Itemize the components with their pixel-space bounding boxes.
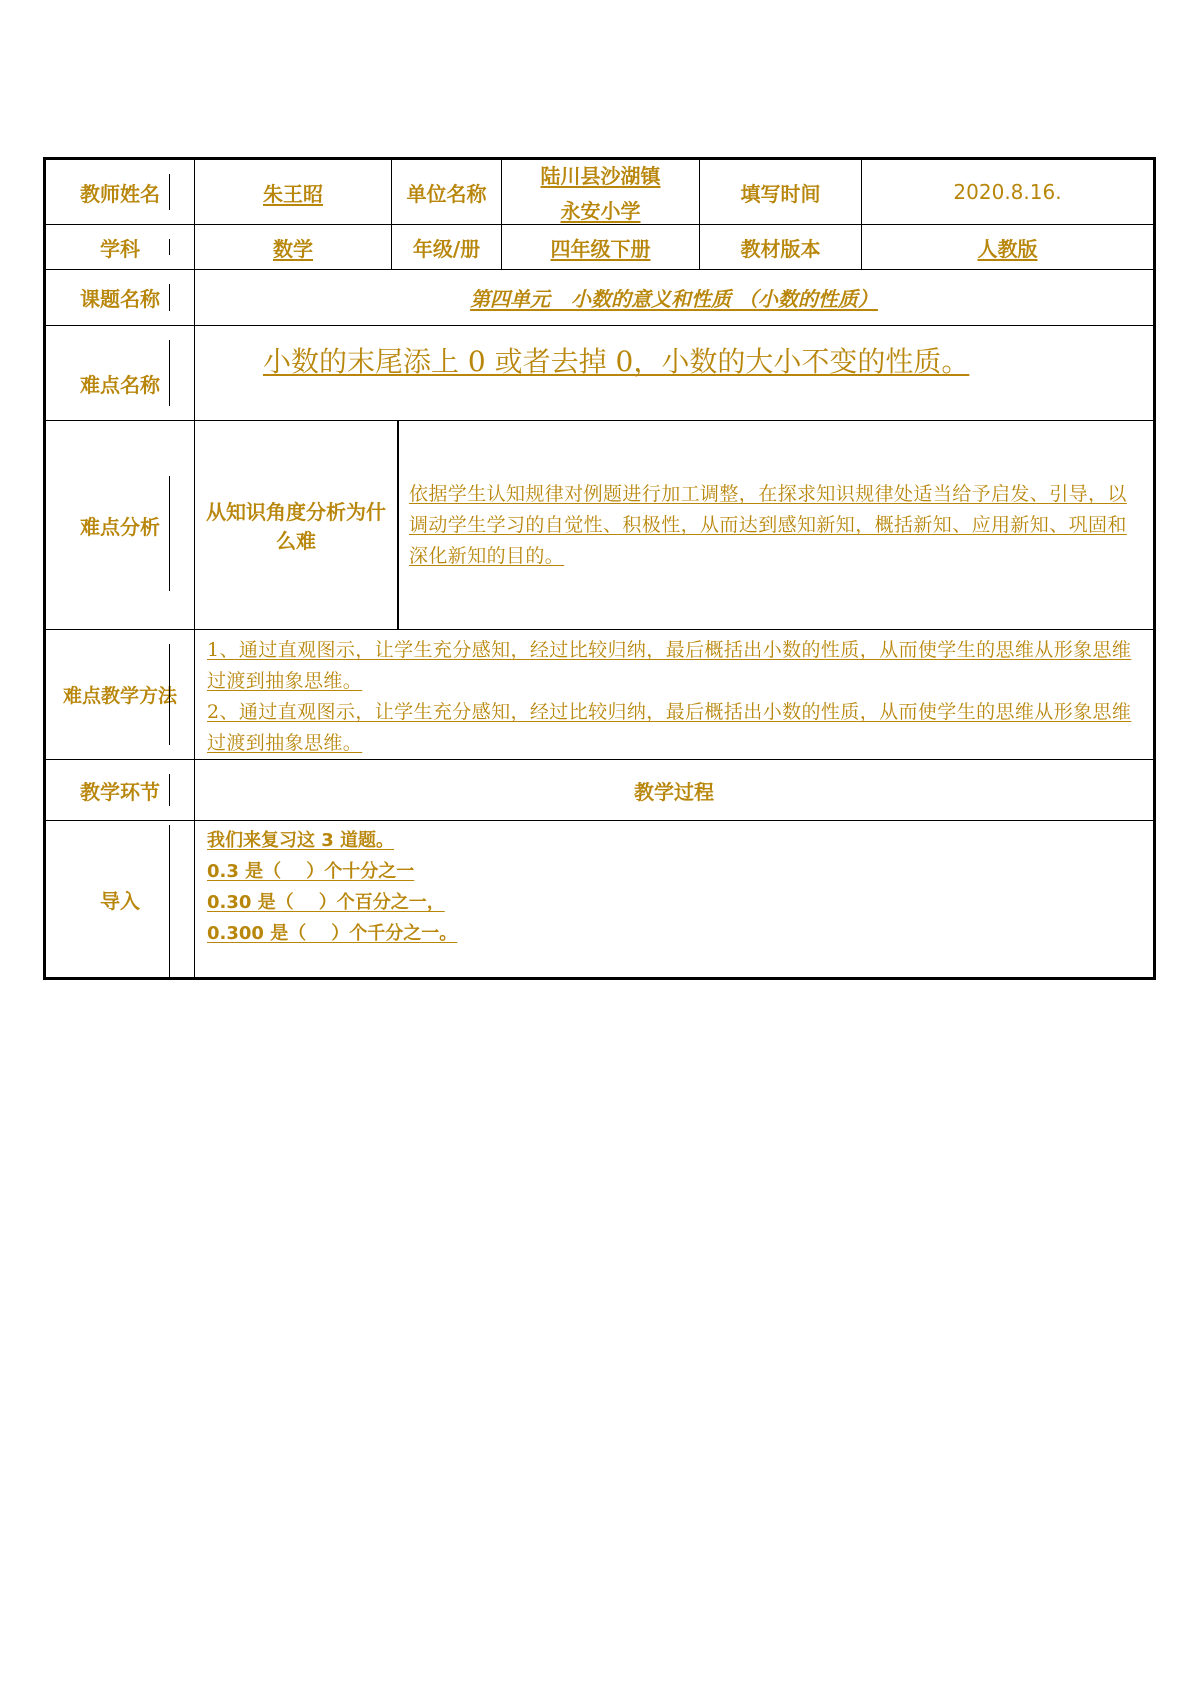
stage-label-cell <box>45 760 195 821</box>
row-topic <box>45 270 1155 326</box>
subject-label: 学科 <box>100 236 140 261</box>
subject-value: 数学 <box>273 236 313 261</box>
teacher-label: 教师姓名 <box>80 181 160 206</box>
subject-label-cell <box>45 225 195 270</box>
intro-label-cell <box>45 821 195 979</box>
analysis-sub-label-cell <box>195 421 398 629</box>
difficulty-value: 小数的末尾添上 0 或者去掉 0，小数的大小不变的性质。 <box>263 345 970 378</box>
topic-value: 第四单元 小数的意义和性质 （小数的性质） <box>470 287 878 311</box>
method-text-cell <box>195 630 1155 760</box>
unit-value-cell <box>502 159 700 225</box>
unit-value-line2: 永安小学 <box>560 199 641 223</box>
method-line-2: 2、通过直观图示，让学生充分感知，经过比较归纳，最后概括出小数的性质，从而使学生的思维从形象思维过渡到抽象思维。 <box>207 701 1132 754</box>
unit-label: 单位名称 <box>406 181 487 206</box>
intro-label: 导入 <box>100 888 140 913</box>
row-process-header <box>45 760 1155 821</box>
analysis-content-cell <box>195 421 1155 630</box>
date-value: 2020.8.16. <box>953 180 1062 204</box>
cell-divider <box>169 476 170 591</box>
difficulty-label-cell <box>45 326 195 421</box>
grade-label: 年级/册 <box>412 236 481 261</box>
edition-value: 人教版 <box>977 236 1038 261</box>
teacher-value-cell <box>195 159 392 225</box>
intro-line-4: 0.300 是（ ）个千分之一。 <box>207 923 458 944</box>
analysis-inner <box>195 421 1153 629</box>
subject-value-cell <box>195 225 392 270</box>
edition-label: 教材版本 <box>740 236 821 261</box>
analysis-text-cell <box>398 421 1153 629</box>
intro-line-1: 我们来复习这 3 道题。 <box>207 830 395 851</box>
difficulty-label: 难点名称 <box>80 372 160 397</box>
topic-value-cell <box>195 270 1155 326</box>
row-method <box>45 630 1155 760</box>
topic-label: 课题名称 <box>80 287 160 311</box>
process-title-cell <box>195 760 1155 821</box>
date-value-cell <box>862 159 1155 225</box>
cell-divider <box>169 239 170 255</box>
cell-divider <box>169 825 170 977</box>
teacher-label-cell <box>45 159 195 225</box>
cell-divider <box>169 284 170 311</box>
row-intro <box>45 821 1155 979</box>
method-label: 难点教学方法 <box>62 685 177 707</box>
edition-label-cell <box>700 225 862 270</box>
cell-divider <box>169 340 170 406</box>
topic-label-cell <box>45 270 195 326</box>
cell-divider <box>169 774 170 806</box>
row-analysis <box>45 421 1155 630</box>
analysis-label: 难点分析 <box>80 514 160 539</box>
method-line-1: 1、通过直观图示，让学生充分感知，经过比较归纳，最后概括出小数的性质，从而使学生的思维从形象思维过渡到抽象思维。 <box>207 639 1132 692</box>
date-label: 填写时间 <box>740 181 821 206</box>
intro-line-3: 0.30 是（ ）个百分之一， <box>207 892 445 913</box>
row-subject <box>45 225 1155 270</box>
lesson-form <box>43 157 1153 980</box>
grade-value-cell <box>502 225 700 270</box>
grade-value: 四年级下册 <box>550 236 651 261</box>
difficulty-value-cell <box>195 326 1155 421</box>
analysis-label-cell <box>45 421 195 630</box>
row-difficulty <box>45 326 1155 421</box>
intro-line-2: 0.3 是（ ）个十分之一 <box>207 861 415 882</box>
intro-content-cell <box>195 821 1155 979</box>
cell-divider <box>169 174 170 210</box>
row-teacher <box>45 159 1155 225</box>
cell-divider <box>169 644 170 745</box>
date-label-cell <box>700 159 862 225</box>
analysis-text: 依据学生认知规律对例题进行加工调整，在探求知识规律处适当给予启发、引导，以调动学生学习的自觉性、积极性，从而达到感知新知，概括新知、应用新知、巩固和深化新知的目的。 <box>409 483 1127 567</box>
process-title: 教学过程 <box>634 779 714 804</box>
lesson-table <box>43 157 1156 980</box>
unit-value-line1: 陆川县沙湖镇 <box>540 164 661 188</box>
edition-value-cell <box>862 225 1155 270</box>
stage-label: 教学环节 <box>80 779 160 804</box>
grade-label-cell <box>392 225 502 270</box>
analysis-sub-label: 从知识角度分析为什么难 <box>206 500 386 553</box>
unit-label-cell <box>392 159 502 225</box>
method-label-cell <box>45 630 195 760</box>
teacher-name: 朱王昭 <box>263 181 323 206</box>
